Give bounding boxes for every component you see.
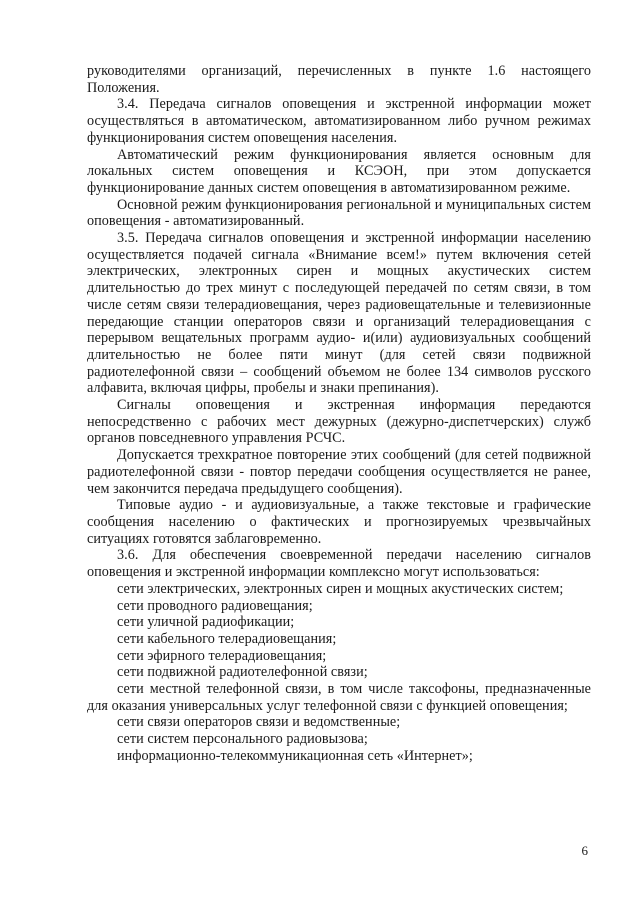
list-item: информационно-телекоммуникационная сеть «Интернет»; [117,747,473,764]
list-item: сети подвижной радиотелефонной связи; [117,664,368,681]
list-item: сети местной телефонной связи, в том числе таксофоны, предназначенные для оказания универсальных услуг телефонной связи с функцией оповещения; [87,681,591,714]
list-item: сети связи операторов связи и ведомственные; [117,714,401,731]
list-item: сети кабельного телерадиовещания; [117,630,337,647]
paragraph-3-5: 3.5. Передача сигналов оповещения и экстренной информации населению осуществляется подачей сигнала «Внимание всем!» путем включения сетей электрических, электронных сирен и мощных акустических систем длительностью до трех минут с последующей передачей по сетям связи, в том числе сетям связи телерадиовещания, через радиовещательные и телевизионные передающие станции операторов связи и организаций телерадиовещания с перерывом вещательных программ аудио- и(или) аудиовизуальных сообщений длительностью не более пяти минут (для сетей связи подвижной радиотелефонной связи – сообщений объемом не более 134 символов русского алфавита, включая цифры, пробелы и знаки препинания). [87,230,591,397]
list-item: сети эфирного телерадиовещания; [117,647,327,664]
paragraph-repetition: Допускается трехкратное повторение этих сообщений (для сетей подвижной радиотелефонной связи - повтор передачи сообщения осуществляется не ранее, чем закончится передача предыдущего сообщения). [87,447,591,497]
paragraph-main-mode: Основной режим функционирования региональной и муниципальных систем оповещения - автоматизированный. [87,196,591,230]
paragraph-3-6: 3.6. Для обеспечения своевременной передачи населению сигналов оповещения и экстренной информации комплексно могут использоваться: [87,547,591,581]
list-item: сети систем персонального радиовызова; [117,731,368,748]
paragraph-3-4: 3.4. Передача сигналов оповещения и экстренной информации может осуществляться в автоматическом, автоматизированном либо ручном режимах функционирования систем оповещения населения. [87,96,591,146]
page-number: 6 [581,843,588,858]
paragraph-continuation: руководителями организаций, перечисленных в пункте 1.6 настоящего Положения. [87,63,591,96]
paragraph-automatic-mode: Автоматический режим функционирования является основным для локальных систем оповещения и КСЭОН, при этом допускается функционирование данных систем оповещения в автоматизированном режиме. [87,146,591,196]
paragraph-typical-messages: Типовые аудио - и аудиовизуальные, а также текстовые и графические сообщения населению о фактических и прогнозируемых чрезвычайных ситуациях готовятся заблаговременно. [87,497,591,547]
paragraph-signals: Сигналы оповещения и экстренная информация передаются непосредственно с рабочих мест дежурных (дежурно-диспетчерских) служб органов повседневного управления РСЧС. [87,397,591,447]
list-item: сети электрических, электронных сирен и мощных акустических систем; [117,580,564,597]
list-item: сети проводного радиовещания; [117,597,313,614]
list-item: сети уличной радиофикации; [117,614,295,631]
